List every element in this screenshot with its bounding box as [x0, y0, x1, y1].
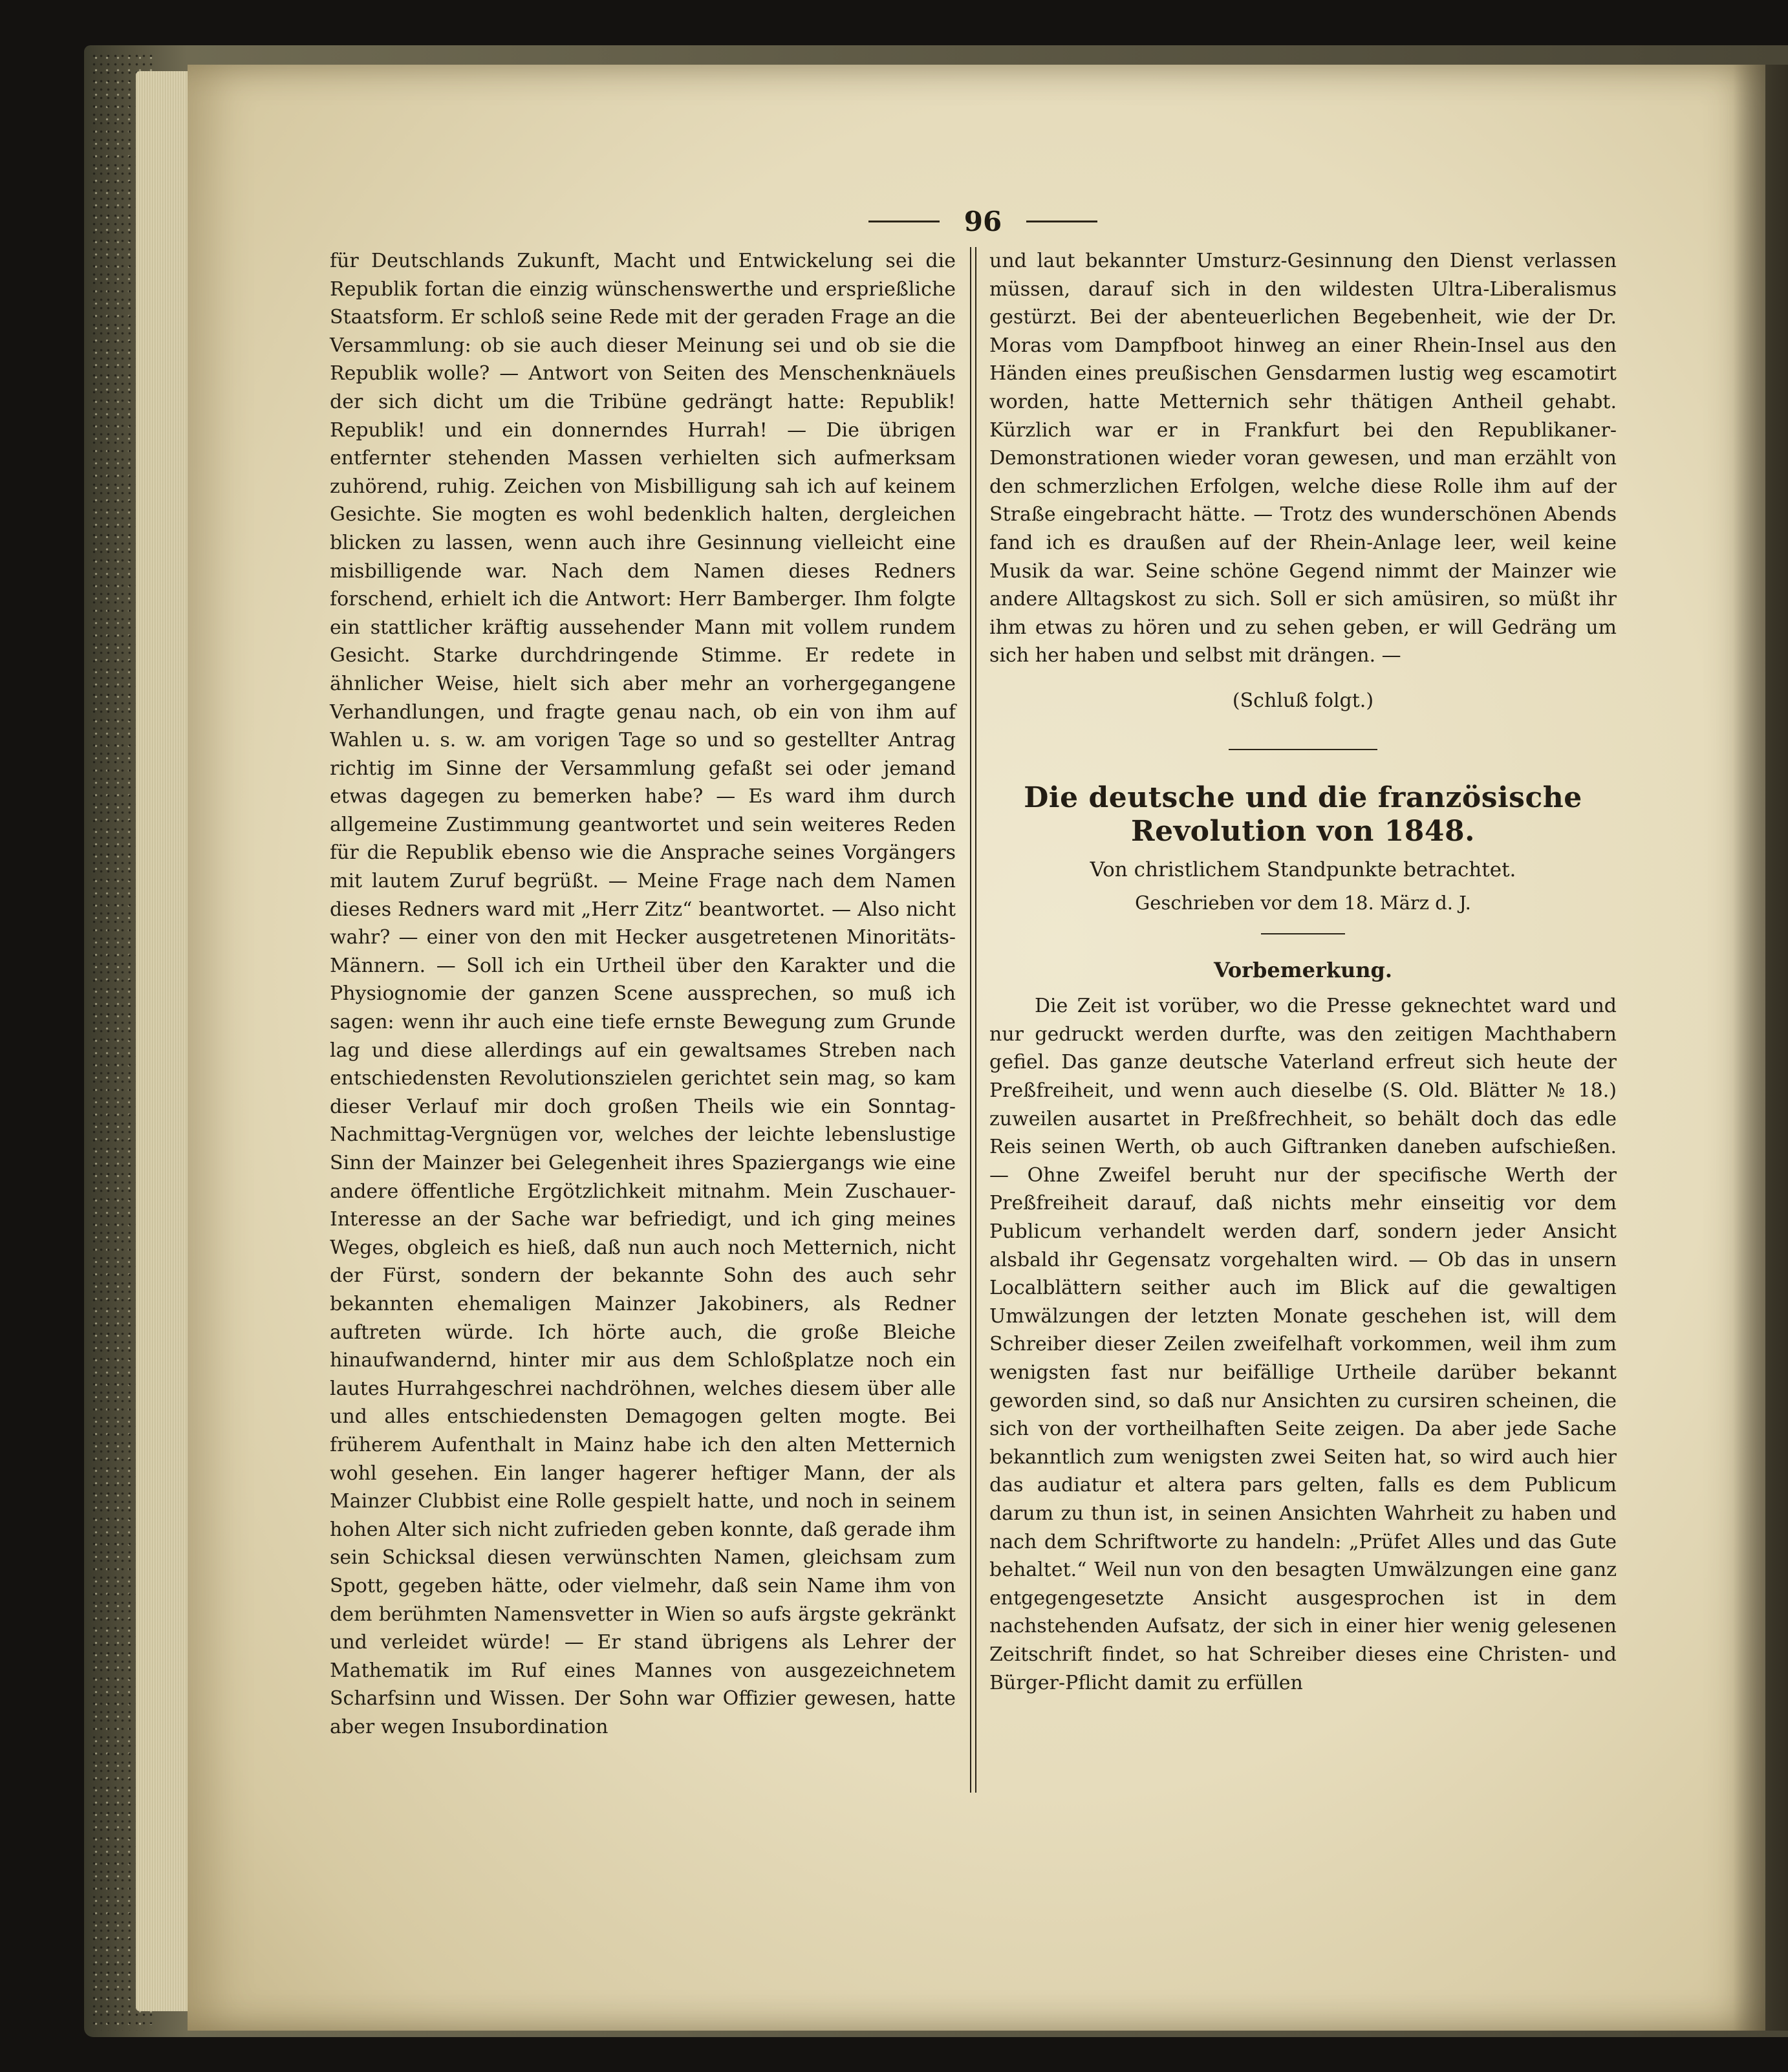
section-separator [1229, 749, 1377, 750]
left-column [330, 247, 956, 1741]
right-column-continuation: und laut bekannter Umsturz-Gesinnung den Dienst verlassen müssen, darauf sich in den wildesten Ultra-Liberalismus gestürzt. Bei der abenteuerlichen Begebenheit, wie der Dr. Moras vom Dampfboot hinweg an einer Rhein-Insel aus den Händen eines preußischen Gensdarmen lustig weg escamotirt worden, hatte Metternich sehr thätigen Antheil gehabt. Kürzlich war er in Frankfurt bei den Republikaner-Demonstrationen wieder voran gewesen, und man erzählt von den schmerzlichen Erfolgen, welche diese Rolle ihm auf der Straße eingebracht hätte. — Trotz des wunderschönen Abends fand ich es draußen auf der Rhein-Anlage leer, weil keine Musik da war. Seine schöne Gegend nimmt der Mainzer wie andere Alltagskost zu sich. Soll er sich amüsiren, so müßt ihr ihm etwas zu hören und zu sehen geben, er will Gedräng um sich her haben und selbst mit drängen. — [989, 250, 1617, 667]
header-dash-right [1026, 221, 1097, 222]
article-written-note: Geschrieben vor dem 18. März d. J. [1135, 892, 1471, 914]
article-subtitle: Von christlichem Standpunkte betrachtet. [1090, 858, 1516, 881]
column-divider [970, 247, 976, 1793]
gutter-shadow [1733, 65, 1788, 2031]
article-title: Die deutsche und die französische Revolution von 1848. [1024, 781, 1582, 848]
page-number-header [847, 202, 1119, 241]
right-column [989, 247, 1617, 1697]
to-be-continued-note: (Schluß folgt.) [1232, 689, 1374, 712]
title-separator [1261, 933, 1345, 934]
left-column-text: für Deutschlands Zukunft, Macht und Entwickelung sei die Republik fortan die einzig wünschenswerthe und ersprießliche Staatsform. Er schloß seine Rede mit der geraden Frage an die Versammlung: ob sie auch dieser Meinung sei und ob sie die Republik wolle? — Antwort von Seiten des Menschenknäuels der sich dicht um die Tribüne gedrängt hatte: Republik! Republik! und ein donnerndes Hurrah! — Die übrigen entfernter stehenden Massen verhielten sich aufmerksam zuhörend, ruhig. Zeichen von Misbilligung sah ich auf keinem Gesichte. Sie mogten es wohl bedenklich halten, dergleichen blicken zu lassen, wenn auch ihre Gesinnung vielleicht eine misbilligende war. Nach dem Namen dieses Redners forschend, erhielt ich die Antwort: Herr Bamberger. Ihm folgte ein stattlicher kräftig aussehender Mann mit vollem rundem Gesicht. Starke durchdringende Stimme. Er redete in ähnlicher Weise, hielt sich aber mehr an vorhergegangene Verhandlungen, und fragte genau nach, ob ein von ihm auf Wahlen u. s. w. am vorigen Tage so und so gestellter Antrag richtig im Sinne der Versammlung gefaßt sei oder jemand etwas dagegen zu bemerken habe? — Es ward ihm durch allgemeine Zustimmung geantwortet und sein weiteres Reden für die Republik ebenso wie die Ansprache seines Vorgängers mit lautem Zuruf begrüßt. — Meine Frage nach dem Namen dieses Redners ward mit „Herr Zitz“ beantwortet. — Also nicht wahr? — einer von den mit Hecker ausgetretenen Minoritäts-Männern. — Soll ich ein Urtheil über den Karakter und die Physiognomie der ganzen Scene aussprechen, so muß ich sagen: wenn ihr auch eine tiefe ernste Bewegung zum Grunde lag und diese allerdings auf ein gewaltsames Streben nach entschiedensten Revolutionszielen gerichtet sein mag, so kam dieser Verlauf mir doch großen Theils wie ein Sonntag-Nachmittag-Vergnügen vor, welches der leichte lebenslustige Sinn der Mainzer bei Gelegenheit ihres Spaziergangs wie eine andere öffentliche Ergötzlichkeit mitnahm. Mein Zuschauer-Interesse an der Sache war befriedigt, und ich ging meines Weges, obgleich es hieß, daß nun auch noch Metternich, nicht der Fürst, sondern der bekannte Sohn des auch sehr bekannten ehemaligen Mainzer Jakobiners, als Redner auftreten würde. Ich hörte auch, die große Bleiche hinaufwandernd, hinter mir aus dem Schloßplatze noch ein lautes Hurrahgeschrei nachdröhnen, welches diesem über alle und alles entschiedensten Demagogen gelten mogte. Bei früherem Aufenthalt in Mainz habe ich den alten Metternich wohl gesehen. Ein langer hagerer heftiger Mann, der als Mainzer Clubbist eine Rolle gespielt hatte, und noch in seinem hohen Alter sich nicht zufrieden geben konnte, daß gerade ihm sein Schicksal diesen verwünschten Namen, gleichsam zum Spott, gegeben hätte, oder vielmehr, daß sein Name ihm von dem berühmten Namensvetter in Wien so aufs ärgste gekränkt und verleidet würde! — Er stand übrigens als Lehrer der Mathematik im Ruf eines Mannes von ausgezeichnetem Scharfsinn und Wissen. Der Sohn war Offizier gewesen, hatte aber wegen Insubordination [330, 250, 956, 1738]
article-body: Die Zeit ist vorüber, wo die Presse geknechtet ward und nur gedruckt werden durfte, was den zeitigen Machthabern gefiel. Das ganze deutsche Vaterland erfreut sich heute der Preßfreiheit, und wenn auch dieselbe (S. Old. Blätter № 18.) zuweilen ausartet in Preßfrechheit, so behält doch das edle Reis seinen Werth, ob auch Giftranken daneben aufschießen. — Ohne Zweifel beruht nur der specifische Werth der Preßfreiheit darauf, daß nichts mehr einseitig vor dem Publicum verhandelt werden darf, sondern jeder Ansicht alsbald ihr Gegensatz vorgehalten wird. — Ob das in unsern Localblättern seither auch im Blick auf die gewaltigen Umwälzungen der letzten Monate geschehen ist, will dem Schreiber dieser Zeilen zweifelhaft vorkommen, weil ihm zum wenigsten fast nur beifällige Urtheile darüber bekannt geworden sind, so daß nur Ansichten zu cursiren scheinen, die sich von der vortheilhaften Seite zeigen. Da aber jede Sache bekanntlich zum wenigsten zwei Seiten hat, so wird auch hier das audiatur et altera pars gelten, falls es dem Publicum darum zu thun ist, in seinen Ansichten Wahrheit zu haben und nach dem Schriftworte zu handeln: „Prüfet Alles und das Gute behaltet.“ Weil nun von den besagten Umwälzungen eine ganz entgegengesetzte Ansicht ausgesprochen ist in dem nachstehenden Aufsatz, der sich in einer hier wenig gelesenen Zeitschrift findet, so hat Schreiber dieses eine Christen- und Bürger-Pflicht damit zu erfüllen [989, 995, 1617, 1694]
header-dash-left [868, 221, 940, 222]
section-heading: Vorbemerkung. [1213, 957, 1393, 982]
page-number: 96 [964, 205, 1002, 237]
